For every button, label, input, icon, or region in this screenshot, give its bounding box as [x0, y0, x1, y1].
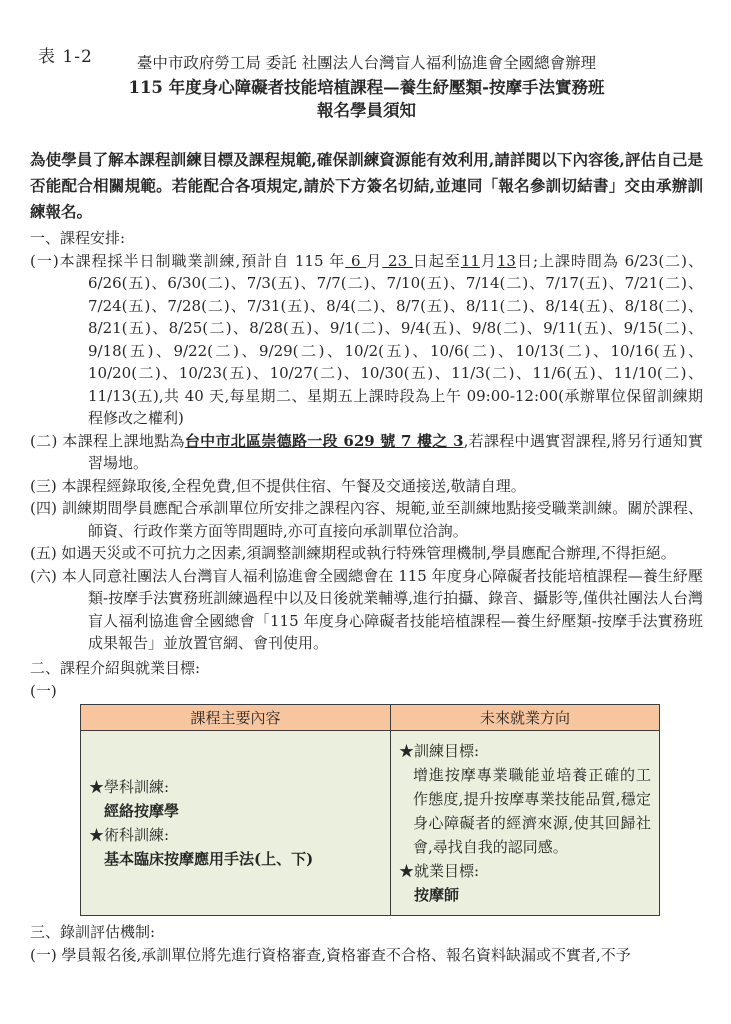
- course-title: 115 年度身心障礙者技能培植課程—養生紓壓類-按摩手法實務班: [128, 77, 605, 97]
- intro-paragraph: 為使學員了解本課程訓練目標及課程規範,確保訓練資源能有效利用,請詳閱以下內容後,評估自己是否能配合相關規範。若能配合各項規定,請於下方簽名切結,並連同「報名參訓切結書」交由承辦訓練報名。: [30, 149, 703, 221]
- star-icon: ★: [399, 742, 415, 760]
- item-force-majeure: [30, 542, 703, 565]
- table-body-row: [81, 731, 660, 916]
- item-location: [30, 430, 703, 475]
- schedule-text-pre: 本課程採半日制職業訓練,預計自 115 年: [58, 251, 346, 270]
- practical-training-label: [89, 823, 382, 847]
- start-day-value: 23: [382, 251, 413, 270]
- item-media-consent: [30, 565, 703, 655]
- section1-heading: 一、課程安排:: [30, 228, 126, 247]
- end-day-value: 13: [496, 251, 516, 270]
- location-text-post: ,若課程中遇實習課程,將另行通知實習場地。: [88, 431, 703, 472]
- table-header-row: [81, 705, 660, 731]
- course-address: 台中市北區崇德路一段 629 號 7 樓之 3: [184, 431, 464, 450]
- item-text: 訓練期間學員應配合承訓單位所安排之課程內容、規範,並至訓練地點接受職業訓練。關於課程、師資、行政作業方面等問題時,亦可直接向承訓單位洽詢。: [61, 499, 703, 540]
- training-goal-paragraph: 增進按摩專業職能並培養正確的工作態度,提升按摩專業技能品質,穩定身心障礙者的經濟來源,使其回歸社會,尋找自我的認同感。: [413, 766, 651, 856]
- cell-course-content: [81, 731, 391, 916]
- item-qualification-review: [30, 944, 703, 967]
- document-header: [30, 52, 703, 123]
- item-marker: (二): [30, 431, 58, 450]
- section2-heading: 二、課程介紹與就業目標:: [30, 658, 201, 677]
- training-goal-label: [399, 739, 651, 763]
- item-marker: (六): [30, 566, 57, 585]
- location-text-pre: 本課程上課地點為: [62, 431, 185, 450]
- end-month-value: 11: [460, 251, 480, 270]
- item-text: 本人同意社團法人台灣盲人福利協進會全國總會在 115 年度身心障礙者技能培植課程—養生紓壓類-按摩手法實務班訓練過程中以及日後就業輔導,進行拍攝、錄音、攝影等,僅供社團法人台灣盲人福利協進會全國總會「115 年度身心障礙者技能培植課程—養生紓壓類-按摩手法實務班成果報告」並放置官網、會刊使用。: [61, 566, 703, 652]
- schedule-text-t3: 月: [479, 251, 497, 270]
- star-icon: ★: [89, 826, 105, 844]
- item-course-schedule: [30, 250, 703, 430]
- item-marker: (四): [30, 499, 58, 517]
- organizer-line: 臺中市政府勞工局 委託 社團法人台灣盲人福利協進會全國總會辦理: [136, 54, 597, 72]
- academic-training-label: [89, 775, 382, 799]
- employment-goal-label: [399, 859, 651, 883]
- label-text: 訓練目標:: [414, 742, 480, 760]
- academic-training-value: 經絡按摩學: [104, 802, 180, 820]
- section2-sub-marker: (一): [30, 681, 57, 700]
- notice-subtitle: 報名學員須知: [317, 101, 416, 120]
- item-free-of-charge: [30, 475, 703, 498]
- employment-goal-value: 按摩師: [414, 886, 460, 904]
- column-header-career-direction: 未來就業方向: [391, 705, 660, 731]
- label-text: 術科訓練:: [104, 826, 170, 844]
- item-marker: (一): [30, 251, 59, 270]
- practical-training-value: 基本臨床按摩應用手法(上、下): [104, 850, 314, 868]
- star-icon: ★: [399, 862, 415, 880]
- schedule-dates-list: 日;上課時間為 6/23(二)、6/26(五)、6/30(二)、7/3(五)、7/7(二)、7/10(五)、7/14(二)、7/17(五)、7/21(二)、7/24(五)、7/28(二)、7/31(五)、8/4(二)、8/7(五)、8/11(二)、8/14(五)、8/18(二)、8/21(五)、8/25(二)、8/28(五)、9/1(二)、9/4(五)、9/8(二)、9/11(五)、9/15(二)、9/18(五)、9/22(二)、9/29(二)、10/2(五)、10/6(二)、10/13(二)、10/16(五)、10/20(二)、10/23(五)、10/27(二)、10/30(五)、11/3(二)、11/6(五)、11/10(二)、11/13(五),共 40 天,每星期二、星期五上課時段為上午 09:00-12:00(承辦單位保留訓練期程修改之權利): [88, 251, 703, 427]
- item-text: 本課程經錄取後,全程免費,但不提供住宿、午餐及交通接送,敬請自理。: [61, 476, 526, 495]
- column-header-course-content: 課程主要內容: [81, 705, 391, 731]
- item-text: 學員報名後,承訓單位將先進行資格審查,資格審查不合格、報名資料缺漏或不實者,不予: [61, 946, 631, 964]
- item-marker: (五): [30, 544, 57, 562]
- item-marker: (一): [30, 946, 57, 964]
- course-intro-table: [80, 704, 660, 916]
- start-month-value: 6: [345, 251, 367, 270]
- item-text: 如遇天災或不可抗力之因素,須調整訓練期程或執行特殊管理機制,學員應配合辦理,不得拒絕。: [61, 544, 676, 562]
- star-icon: ★: [89, 778, 105, 796]
- schedule-text-t1: 月: [366, 251, 383, 270]
- label-text: 就業目標:: [414, 862, 480, 880]
- schedule-text-t2: 日起至: [412, 251, 461, 270]
- item-training-compliance: [30, 497, 703, 542]
- label-text: 學科訓練:: [104, 778, 170, 796]
- section3-heading: 三、錄訓評估機制:: [30, 923, 156, 941]
- item-marker: (三): [30, 476, 57, 495]
- form-number-label: 表 1-2: [38, 47, 93, 67]
- cell-career-direction: [391, 731, 660, 916]
